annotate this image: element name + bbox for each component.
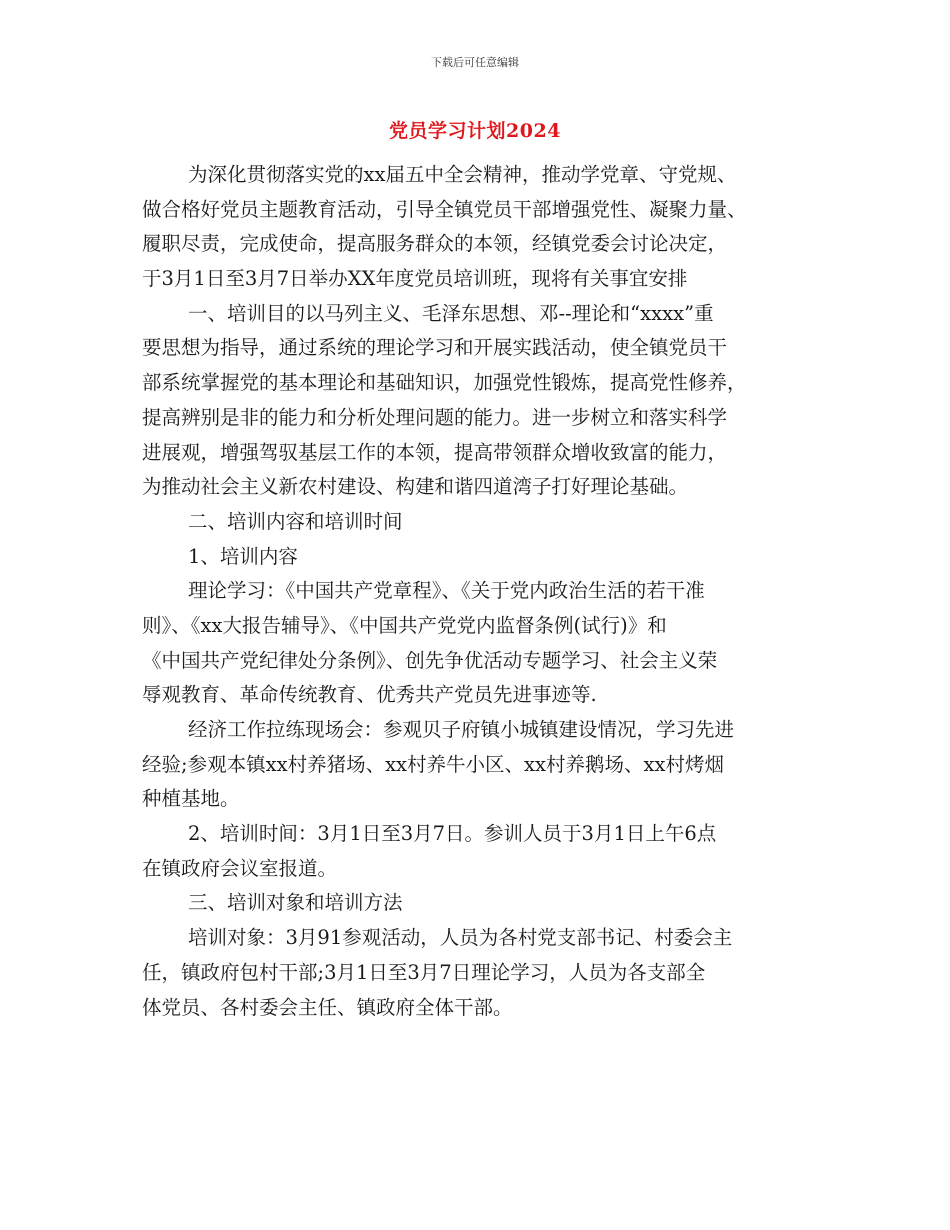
body-line: 经济工作拉练现场会：参观贝子府镇小城镇建设情况，学习先进 (188, 718, 735, 741)
body-line: 一、培训目的以马列主义、毛泽东思想、邓--理论和“xxxx”重 (188, 301, 714, 325)
document-title: 党员学习计划2024 (389, 120, 561, 142)
body-line: 三、培训对象和培训方法 (188, 891, 403, 915)
body-line: 部系统掌握党的基本理论和基础知识，加强党性锻炼，提高党性修养， (142, 371, 747, 395)
body-line: 2、培训时间：3月1日至3月7日。参训人员于3月1日上午6点 (188, 822, 717, 846)
body-line: 培训对象：3月91参观活动，人员为各村党支部书记、村委会主 (188, 926, 733, 950)
body-line: 二、培训内容和培训时间 (188, 509, 403, 533)
body-line: 做合格好党员主题教育活动，引导全镇党员干部增强党性、凝聚力量、 (142, 197, 747, 221)
document-body (142, 158, 812, 1025)
body-line: 任，镇政府包村干部;3月1日至3月7日理论学习，人员为各支部全 (142, 960, 706, 984)
body-line: 经验;参观本镇xx村养猪场、xx村养牛小区、xx村养鹅场、xx村烤烟 (142, 752, 725, 776)
body-line: 为推动社会主义新农村建设、构建和谐四道湾子打好理论基础。 (142, 475, 689, 499)
body-line: 提高辨别是非的能力和分析处理问题的能力。进一步树立和落实科学 (142, 405, 728, 429)
body-line: 《中国共产党纪律处分条例》、创先争优活动专题学习、社会主义荣 (142, 648, 718, 672)
body-line: 要思想为指导，通过系统的理论学习和开展实践活动，使全镇党员干 (142, 336, 728, 360)
header-note: 下载后可任意编辑 (431, 56, 519, 69)
body-line: 履职尽责，完成使命，提高服务群众的本领，经镇党委会讨论决定， (142, 232, 728, 256)
body-line: 理论学习：《中国共产党章程》、《关于党内政治生活的若干准 (188, 579, 705, 603)
body-line: 为深化贯彻落实党的xx届五中全会精神，推动学党章、守党规、 (188, 163, 737, 186)
body-line: 于3月1日至3月7日举办XX年度党员培训班，现将有关事宜安排 (142, 267, 688, 291)
body-line: 体党员、各村委会主任、镇政府全体干部。 (142, 995, 513, 1019)
body-line: 在镇政府会议室报道。 (142, 856, 338, 880)
body-line: 种植基地。 (142, 787, 240, 811)
body-line: 1、培训内容 (188, 544, 298, 568)
body-line: 进展观，增强驾驭基层工作的本领，提高带领群众增收致富的能力， (142, 440, 728, 464)
body-line: 辱观教育、革命传统教育、优秀共产党员先进事迹等. (142, 683, 597, 707)
body-line: 则》、《xx大报告辅导》、《中国共产党党内监督条例(试行)》和 (142, 613, 667, 637)
